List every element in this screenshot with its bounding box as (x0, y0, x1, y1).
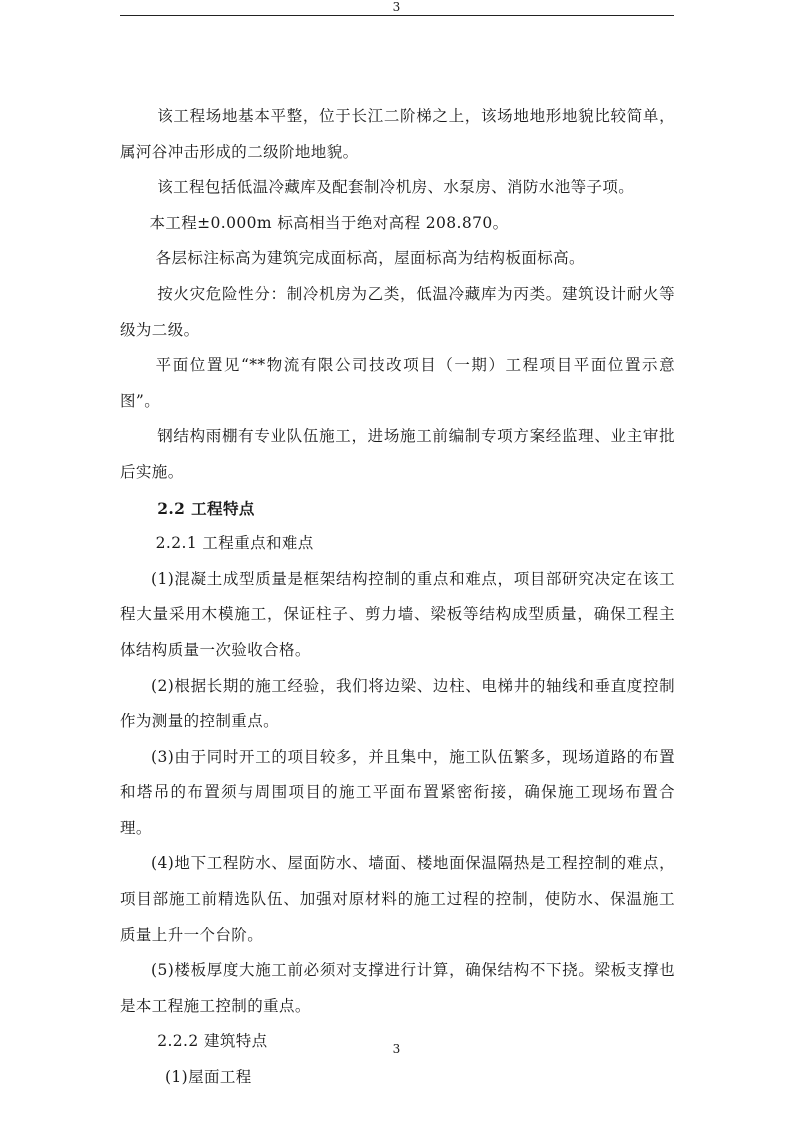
paragraph-project-scope: 该工程包括低温冷藏库及配套制冷机房、水泵房、消防水池等子项。 (157, 178, 635, 197)
subsection-heading-2-2-2: 2.2.2 建筑特点 (157, 1032, 268, 1051)
list-item-4: (4)地下工程防水、屋面防水、墙面、楼地面保温隔热是工程控制的难点，项目部施工前精选队伍、加强对原材料的施工过程的控制，使防水、保温施工质量上升一个台阶。 (120, 854, 675, 944)
document-body (120, 99, 675, 1096)
header-page-number: 3 (392, 0, 401, 14)
paragraph-elevation-datum: 本工程±0.000m 标高相当于绝对高程 208.870。 (149, 213, 509, 232)
list-item-roof-works: (1)屋面工程 (164, 1068, 252, 1087)
paragraph-steel-canopy: 钢结构雨棚有专业队伍施工，进场施工前编制专项方案经监理、业主审批后实施。 (120, 427, 675, 481)
section-heading-2-2: 2.2 工程特点 (157, 498, 255, 518)
paragraph-elevation-notes: 各层标注标高为建筑完成面标高，屋面标高为结构板面标高。 (155, 249, 585, 268)
list-item-1: (1)混凝土成型质量是框架结构控制的重点和难点，项目部研究决定在该工程大量采用木模施工，保证柱子、剪力墙、梁板等结构成型质量，确保工程主体结构质量一次验收合格。 (120, 569, 675, 659)
header-rule (120, 15, 674, 16)
list-item-5: (5)楼板厚度大施工前必须对支撑进行计算，确保结构不下挠。梁板支撑也是本工程施工控制的重点。 (120, 961, 675, 1015)
list-item-3: (3)由于同时开工的项目较多，并且集中，施工队伍繁多，现场道路的布置和塔吊的布置须与周围项目的施工平面布置紧密衔接，确保施工现场布置合理。 (120, 747, 675, 837)
footer-page-number: 3 (392, 1042, 401, 1056)
paragraph-site-terrain: 该工程场地基本平整，位于长江二阶梯之上，该场地地形地貌比较简单，属河谷冲击形成的二级阶地地貌。 (120, 107, 675, 161)
subsection-heading-2-2-1: 2.2.1 工程重点和难点 (155, 534, 314, 553)
paragraph-fire-classification: 按火灾危险性分：制冷机房为乙类，低温冷藏库为丙类。建筑设计耐火等级为二级。 (120, 284, 675, 339)
paragraph-plan-location: 平面位置见“**物流有限公司技改项目（一期）工程项目平面位置示意图”。 (120, 356, 675, 410)
list-item-2: (2)根据长期的施工经验，我们将边梁、边柱、电梯井的轴线和垂直度控制作为测量的控制重点。 (120, 676, 675, 731)
